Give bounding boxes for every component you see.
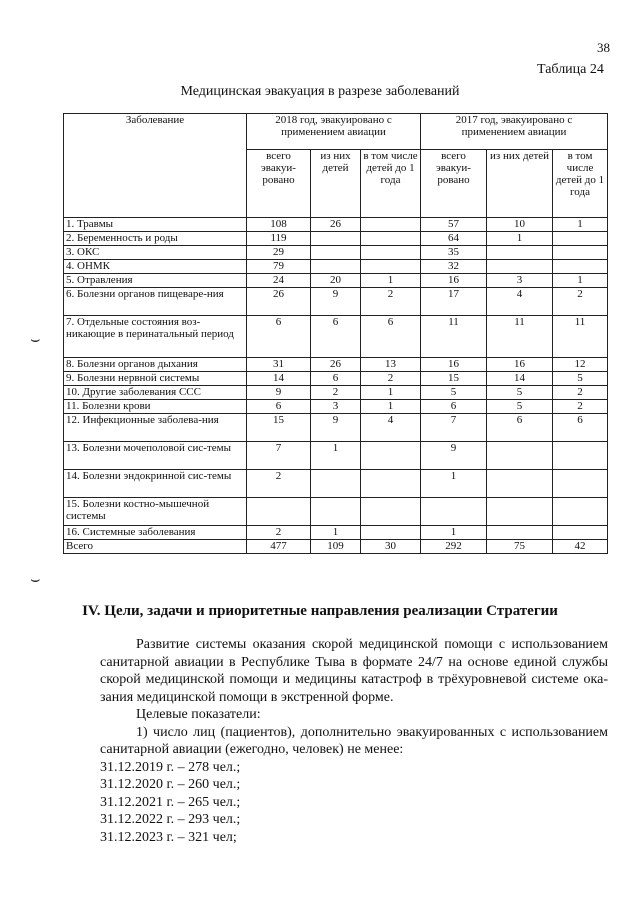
table-row xyxy=(64,260,608,274)
value-cell: 477 xyxy=(247,540,311,554)
disease-name: 6. Болезни органов пищеваре-ния xyxy=(64,288,247,316)
value-cell: 3 xyxy=(311,400,361,414)
disease-name: 11. Болезни крови xyxy=(64,400,247,414)
table-label: Таблица 24 xyxy=(537,62,604,77)
target-value-line: 31.12.2021 г. – 265 чел.; xyxy=(100,794,241,810)
target-1: 1) число лиц (пациентов), дополнительно эвакуированных с использованием санитарной авиации (ежегодно, человек) не менее: xyxy=(100,724,608,757)
value-cell: 31 xyxy=(247,358,311,372)
value-cell xyxy=(487,442,553,470)
disease-name: 1. Травмы xyxy=(64,218,247,232)
value-cell xyxy=(553,246,608,260)
value-cell: 2 xyxy=(247,526,311,540)
value-cell xyxy=(247,498,311,526)
value-cell xyxy=(553,442,608,470)
disease-name: Всего xyxy=(64,540,247,554)
value-cell xyxy=(553,526,608,540)
target-value-line: 31.12.2023 г. – 321 чел; xyxy=(100,829,237,845)
disease-name: 12. Инфекционные заболева-ния xyxy=(64,414,247,442)
value-cell: 26 xyxy=(247,288,311,316)
value-cell: 1 xyxy=(487,232,553,246)
value-cell xyxy=(311,498,361,526)
value-cell: 64 xyxy=(421,232,487,246)
table-row xyxy=(64,470,608,498)
table-row xyxy=(64,246,608,260)
value-cell xyxy=(553,232,608,246)
margin-tick-upper: ⌣ xyxy=(30,331,41,348)
value-cell xyxy=(553,260,608,274)
value-cell: 4 xyxy=(487,288,553,316)
disease-name: 7. Отдельные состояния воз-никающие в перинатальный период xyxy=(64,316,247,358)
evacuation-table xyxy=(63,113,608,554)
value-cell: 12 xyxy=(553,358,608,372)
table-row xyxy=(64,414,608,442)
value-cell: 14 xyxy=(247,372,311,386)
value-cell: 1 xyxy=(421,526,487,540)
value-cell: 108 xyxy=(247,218,311,232)
value-cell xyxy=(487,470,553,498)
value-cell: 11 xyxy=(553,316,608,358)
table-row xyxy=(64,498,608,526)
table-row xyxy=(64,372,608,386)
value-cell xyxy=(361,246,421,260)
value-cell: 5 xyxy=(421,386,487,400)
header-2017-total: всего эвакуи-ровано xyxy=(421,150,487,218)
value-cell xyxy=(361,470,421,498)
value-cell: 14 xyxy=(487,372,553,386)
value-cell: 6 xyxy=(311,316,361,358)
value-cell: 2 xyxy=(553,288,608,316)
value-cell: 2 xyxy=(553,386,608,400)
target-value-line: 31.12.2022 г. – 293 чел.; xyxy=(100,812,241,827)
disease-name: 16. Системные заболевания xyxy=(64,526,247,540)
table-row xyxy=(64,386,608,400)
value-cell: 1 xyxy=(311,442,361,470)
value-cell: 15 xyxy=(421,372,487,386)
value-cell: 2 xyxy=(361,372,421,386)
value-cell: 5 xyxy=(487,400,553,414)
value-cell: 7 xyxy=(421,414,487,442)
value-cell: 4 xyxy=(361,414,421,442)
value-cell xyxy=(553,470,608,498)
value-cell: 6 xyxy=(421,400,487,414)
disease-name: 9. Болезни нервной системы xyxy=(64,372,247,386)
value-cell: 3 xyxy=(487,274,553,288)
value-cell xyxy=(421,498,487,526)
value-cell: 15 xyxy=(247,414,311,442)
value-cell: 20 xyxy=(311,274,361,288)
value-cell: 292 xyxy=(421,540,487,554)
value-cell: 11 xyxy=(421,316,487,358)
disease-name: 15. Болезни костно-мышечной системы xyxy=(64,498,247,526)
value-cell xyxy=(487,260,553,274)
value-cell: 6 xyxy=(553,414,608,442)
header-2018-children: из них детей xyxy=(311,150,361,218)
value-cell: 26 xyxy=(311,358,361,372)
target-values xyxy=(100,759,608,847)
value-cell xyxy=(311,470,361,498)
value-cell: 35 xyxy=(421,246,487,260)
value-cell: 2 xyxy=(247,470,311,498)
table-row xyxy=(64,288,608,316)
target-value-line: 31.12.2019 г. – 278 чел.; xyxy=(100,759,241,775)
value-cell: 1 xyxy=(311,526,361,540)
paragraph-1: Развитие системы оказания скорой медицинской помощи с использованием санитарной авиации в Республике Тыва в формате 24/7 на основе единой службы скорой медицинской помощи и медицины катастроф в трёхуровневой системе ока-зания медицинской помощи в экстренной форме. xyxy=(100,637,608,705)
header-2017-under1: в том числе детей до 1 года xyxy=(553,150,608,218)
value-cell xyxy=(487,498,553,526)
value-cell: 1 xyxy=(361,386,421,400)
value-cell: 5 xyxy=(553,372,608,386)
value-cell xyxy=(553,498,608,526)
value-cell xyxy=(311,246,361,260)
disease-name: 14. Болезни эндокринной сис-темы xyxy=(64,470,247,498)
value-cell xyxy=(361,442,421,470)
value-cell: 2 xyxy=(361,288,421,316)
value-cell: 6 xyxy=(487,414,553,442)
value-cell: 16 xyxy=(421,358,487,372)
disease-name: 3. ОКС xyxy=(64,246,247,260)
value-cell xyxy=(311,232,361,246)
value-cell: 1 xyxy=(553,274,608,288)
table-row xyxy=(64,526,608,540)
value-cell: 9 xyxy=(247,386,311,400)
value-cell: 16 xyxy=(487,358,553,372)
value-cell: 26 xyxy=(311,218,361,232)
table-row xyxy=(64,218,608,232)
value-cell: 9 xyxy=(311,414,361,442)
value-cell: 13 xyxy=(361,358,421,372)
disease-name: 5. Отравления xyxy=(64,274,247,288)
value-cell xyxy=(361,218,421,232)
header-2017: 2017 год, эвакуировано с применением авиации xyxy=(421,114,608,150)
disease-name: 4. ОНМК xyxy=(64,260,247,274)
value-cell: 9 xyxy=(421,442,487,470)
header-disease: Заболевание xyxy=(64,114,247,218)
target-value-line: 31.12.2020 г. – 260 чел.; xyxy=(100,777,241,792)
value-cell xyxy=(361,526,421,540)
value-cell: 11 xyxy=(487,316,553,358)
table-row xyxy=(64,358,608,372)
disease-name: 8. Болезни органов дыхания xyxy=(64,358,247,372)
table-row xyxy=(64,232,608,246)
value-cell: 1 xyxy=(361,274,421,288)
value-cell xyxy=(361,232,421,246)
value-cell: 7 xyxy=(247,442,311,470)
margin-tick-lower: ⌣ xyxy=(30,571,41,588)
value-cell: 119 xyxy=(247,232,311,246)
header-2017-children: из них детей xyxy=(487,150,553,218)
value-cell: 5 xyxy=(487,386,553,400)
value-cell: 16 xyxy=(421,274,487,288)
value-cell: 42 xyxy=(553,540,608,554)
value-cell xyxy=(361,498,421,526)
value-cell xyxy=(361,260,421,274)
value-cell: 1 xyxy=(421,470,487,498)
value-cell: 10 xyxy=(487,218,553,232)
table-row xyxy=(64,400,608,414)
value-cell: 9 xyxy=(311,288,361,316)
value-cell: 6 xyxy=(311,372,361,386)
value-cell: 29 xyxy=(247,246,311,260)
value-cell xyxy=(311,260,361,274)
value-cell: 75 xyxy=(487,540,553,554)
value-cell: 1 xyxy=(553,218,608,232)
disease-name: 2. Беременность и роды xyxy=(64,232,247,246)
table-row xyxy=(64,316,608,358)
value-cell: 79 xyxy=(247,260,311,274)
body-text xyxy=(100,636,608,846)
header-2018: 2018 год, эвакуировано с применением авиации xyxy=(247,114,421,150)
value-cell: 2 xyxy=(311,386,361,400)
table-title: Медицинская эвакуация в разрезе заболеваний xyxy=(180,84,460,99)
value-cell: 24 xyxy=(247,274,311,288)
value-cell: 57 xyxy=(421,218,487,232)
table-row xyxy=(64,540,608,554)
value-cell: 6 xyxy=(247,316,311,358)
table-row xyxy=(64,274,608,288)
header-2018-under1: в том числе детей до 1 года xyxy=(361,150,421,218)
value-cell: 17 xyxy=(421,288,487,316)
value-cell: 1 xyxy=(361,400,421,414)
section-heading: IV. Цели, задачи и приоритетные направления реализации Стратегии xyxy=(82,603,558,619)
value-cell: 30 xyxy=(361,540,421,554)
disease-name: 13. Болезни мочеполовой сис-темы xyxy=(64,442,247,470)
disease-name: 10. Другие заболевания ССС xyxy=(64,386,247,400)
value-cell: 6 xyxy=(247,400,311,414)
targets-label: Целевые показатели: xyxy=(136,707,261,722)
value-cell xyxy=(487,526,553,540)
header-2018-total: всего эвакуи-ровано xyxy=(247,150,311,218)
value-cell: 6 xyxy=(361,316,421,358)
value-cell: 109 xyxy=(311,540,361,554)
value-cell: 32 xyxy=(421,260,487,274)
value-cell: 2 xyxy=(553,400,608,414)
value-cell xyxy=(487,246,553,260)
table-row xyxy=(64,442,608,470)
page-number: 38 xyxy=(597,40,610,55)
